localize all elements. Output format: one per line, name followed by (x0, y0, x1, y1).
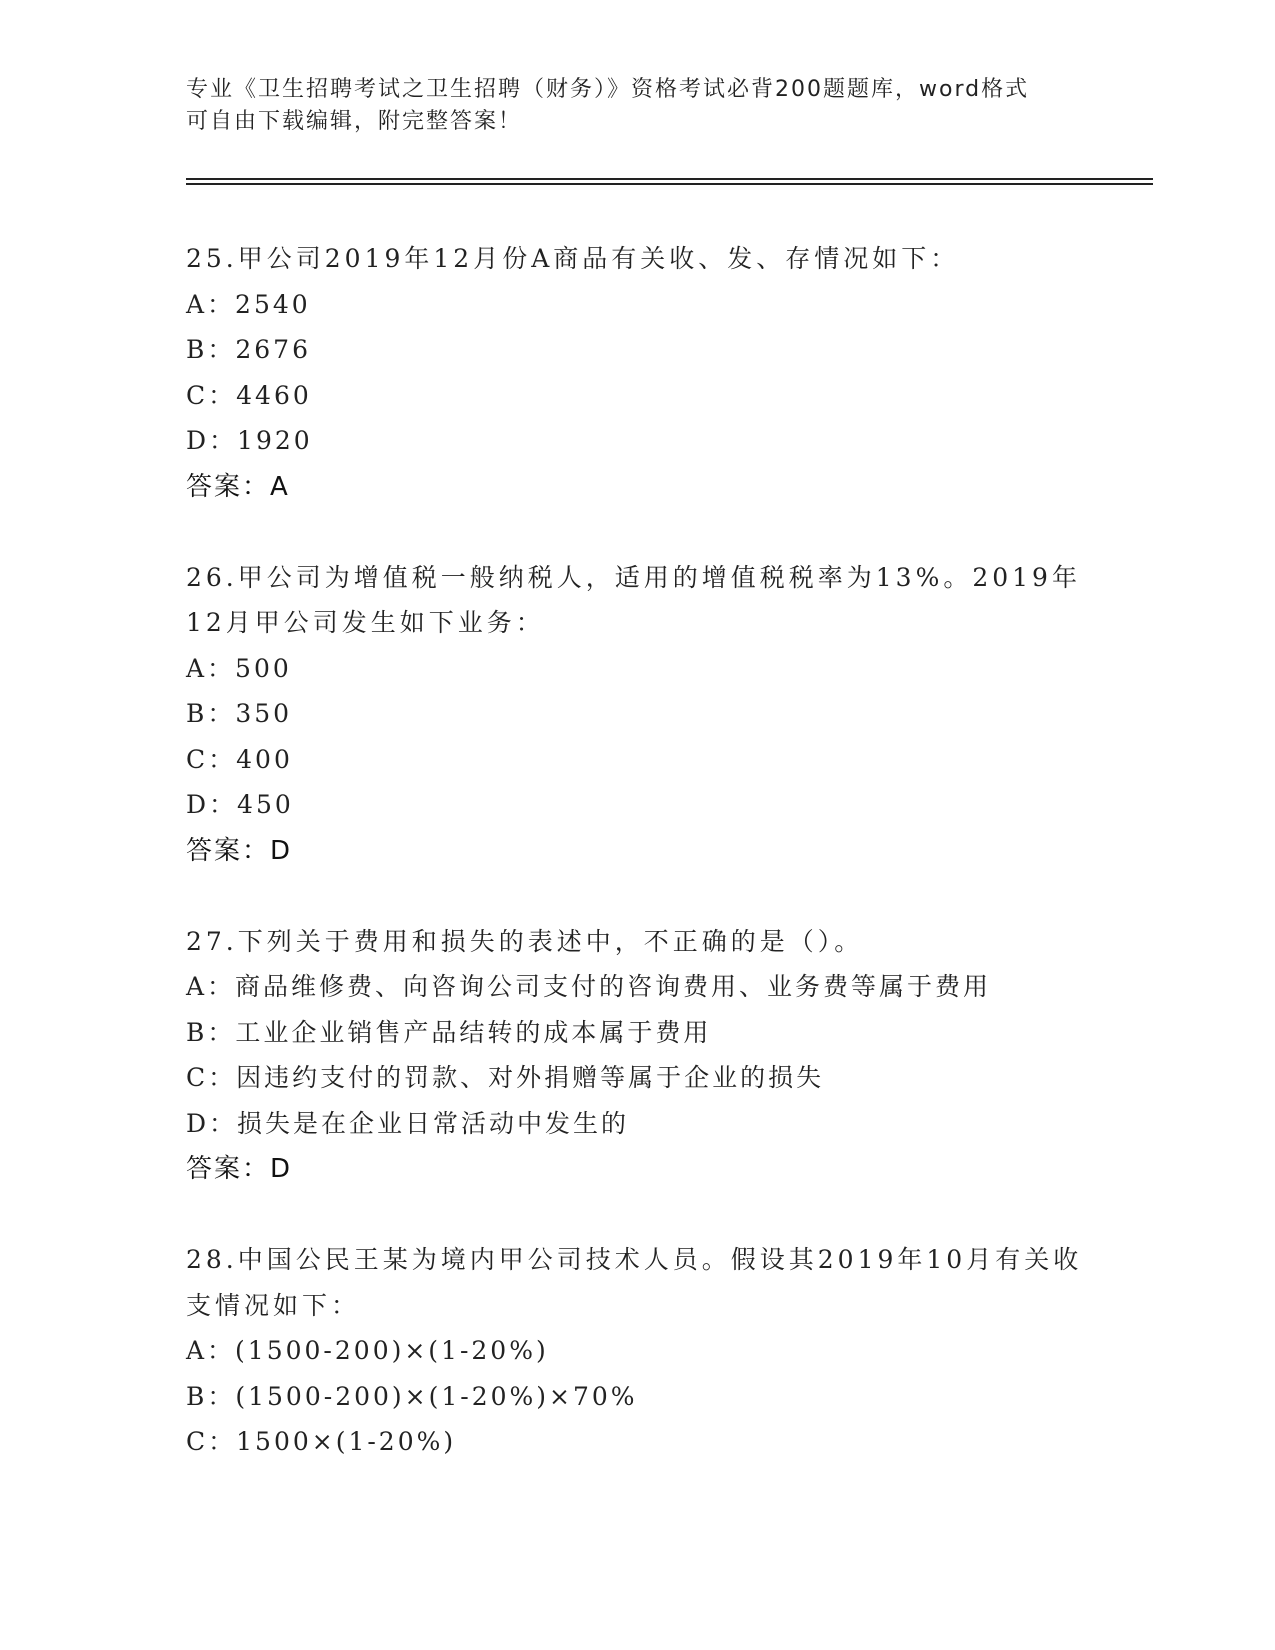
header-line-2: 可自由下载编辑，附完整答案！ (186, 109, 523, 134)
option-c: C：400 (186, 744, 293, 774)
question-25 (186, 236, 1086, 510)
question-text-continued: 支情况如下： (186, 1290, 361, 1320)
option-a: A：500 (186, 653, 292, 683)
question-text: 27.下列关于费用和损失的表述中，不正确的是（）。 (186, 926, 864, 956)
option-c: C：因违约支付的罚款、对外捐赠等属于企业的损失 (186, 1063, 825, 1092)
question-28 (186, 1237, 1086, 1465)
header-line-1: 专业《卫生招聘考试之卫生招聘（财务）》资格考试必背200题题库，word格式 (186, 77, 1030, 102)
question-text: 26.甲公司为增值税一般纳税人，适用的增值税税率为13%。2019年 (186, 562, 1081, 592)
option-b: B：2676 (186, 335, 311, 364)
option-a: A：2540 (186, 289, 311, 319)
option-c: C：1500×(1-20%) (186, 1427, 457, 1456)
option-d: D：450 (186, 790, 294, 819)
answer: 答案：A (186, 471, 290, 502)
question-text-continued: 12月甲公司发生如下业务： (186, 608, 545, 637)
option-a: A：(1500-200)×(1-20%) (186, 1336, 549, 1365)
option-d: D：1920 (186, 426, 313, 455)
option-a: A：商品维修费、向咨询公司支付的咨询费用、业务费等属于费用 (186, 972, 992, 1001)
header-divider-top (186, 178, 1153, 180)
question-text: 25.甲公司2019年12月份A商品有关收、发、存情况如下： (186, 244, 960, 273)
header-divider-bottom (186, 183, 1153, 185)
question-26 (186, 555, 1086, 874)
answer: 答案：D (186, 835, 293, 866)
option-c: C：4460 (186, 380, 312, 410)
question-27 (186, 919, 1086, 1193)
option-b: B：工业企业销售产品结转的成本属于费用 (186, 1017, 712, 1047)
option-b: B：(1500-200)×(1-20%)×70% (186, 1381, 638, 1411)
question-list (186, 236, 1086, 1510)
answer: 答案：D (186, 1154, 293, 1184)
document-header (186, 74, 1066, 138)
option-b: B：350 (186, 699, 293, 728)
question-text: 28.中国公民王某为境内甲公司技术人员。假设其2019年10月有关收 (186, 1245, 1083, 1274)
option-d: D：损失是在企业日常活动中发生的 (186, 1108, 630, 1138)
